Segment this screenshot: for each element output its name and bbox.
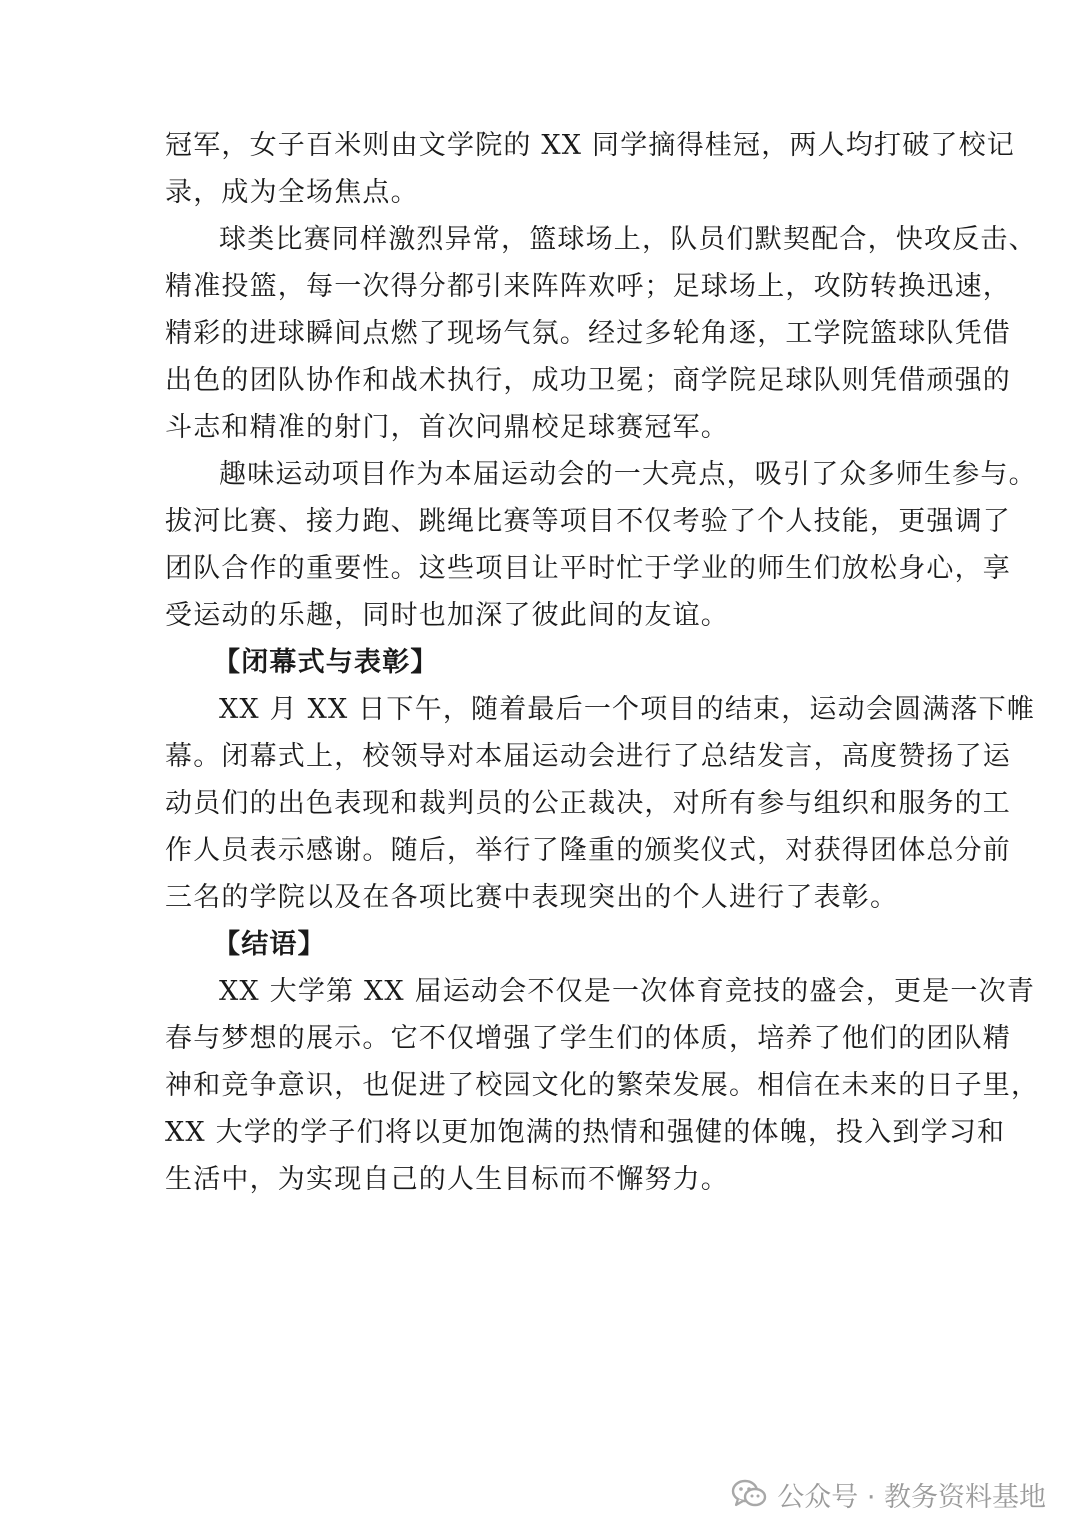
text-line: 动员们的出色表现和裁判员的公正裁决，对所有参与组织和服务的工 <box>165 788 1011 819</box>
text-line: 神和竞争意识，也促进了校园文化的繁荣发展。相信在未来的日子里， <box>165 1070 1040 1101</box>
text-line: 生活中，为实现自己的人生目标而不懈努力。 <box>165 1164 729 1195</box>
paragraph-start-line: XX 月 XX 日下午，随着最后一个项目的结束，运动会圆满落下帷 <box>219 694 1036 725</box>
paragraph-start-line: XX 大学第 XX 届运动会不仅是一次体育竞技的盛会，更是一次青 <box>219 976 1036 1007</box>
text-line: 作人员表示感谢。随后，举行了隆重的颁奖仪式，对获得团体总分前 <box>165 835 1011 866</box>
text-line: 幕。闭幕式上，校领导对本届运动会进行了总结发言，高度赞扬了运 <box>165 741 1011 772</box>
text-line: 精准投篮，每一次得分都引来阵阵欢呼；足球场上，攻防转换迅速， <box>165 271 1011 302</box>
text-line: 录，成为全场焦点。 <box>165 177 419 208</box>
text-line: 拔河比赛、接力跑、跳绳比赛等项目不仅考验了个人技能，更强调了 <box>165 506 1011 537</box>
text-line: 三名的学院以及在各项比赛中表现突出的个人进行了表彰。 <box>165 882 899 913</box>
wechat-icon <box>731 1478 767 1510</box>
paragraph-start-line: 球类比赛同样激烈异常，篮球场上，队员们默契配合，快攻反击、 <box>219 224 1037 255</box>
text-line: 春与梦想的展示。它不仅增强了学生们的体质，培养了他们的团队精 <box>165 1023 1011 1054</box>
watermark-text: 公众号 · 教务资料基地 <box>777 1481 1046 1513</box>
text-line: 团队合作的重要性。这些项目让平时忙于学业的师生们放松身心，享 <box>165 553 1011 584</box>
document-body <box>165 122 1040 1203</box>
text-line: XX 大学的学子们将以更加饱满的热情和强健的体魄，投入到学习和 <box>165 1117 1006 1148</box>
text-line: 斗志和精准的射门，首次问鼎校足球赛冠军。 <box>165 412 729 443</box>
text-line: 冠军，女子百米则由文学院的 XX 同学摘得桂冠，两人均打破了校记 <box>165 130 1016 161</box>
text-line: 精彩的进球瞬间点燃了现场气氛。经过多轮角逐，工学院篮球队凭借 <box>165 318 1011 349</box>
paragraph-start-line: 趣味运动项目作为本届运动会的一大亮点，吸引了众多师生参与。 <box>219 459 1037 490</box>
section-heading-conclusion: 【结语】 <box>213 929 326 960</box>
watermark <box>731 1474 1046 1514</box>
section-heading-closing: 【闭幕式与表彰】 <box>213 647 439 678</box>
text-line: 出色的团队协作和战术执行，成功卫冕；商学院足球队则凭借顽强的 <box>165 365 1011 396</box>
text-line: 受运动的乐趣，同时也加深了彼此间的友谊。 <box>165 600 729 631</box>
